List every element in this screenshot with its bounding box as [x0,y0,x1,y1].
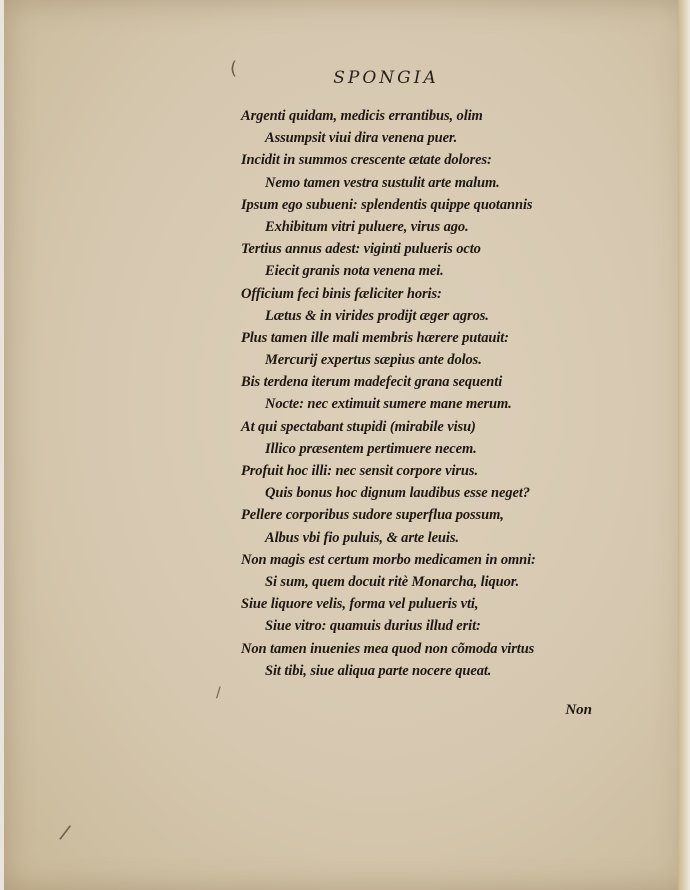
verse-line: Quis bonus hoc dignum laudibus esse neget? [265,485,530,502]
verse-line: At qui spectabant stupidi (mirabile visu) [241,418,476,435]
verse-line: Argenti quidam, medicis errantibus, olim [241,108,483,124]
stray-mark: / [58,819,73,845]
verse-line: Lætus & in virides prodijt æger agros. [265,307,489,324]
stray-mark: ( [230,58,238,79]
verse-line: Si sum, quem docuit ritè Monarcha, liquor. [265,573,520,590]
verse-line: Ipsum ego subueni: splendentis quippe quotannis [241,196,533,213]
verse-line: Mercurij expertus sæpius ante dolos. [265,352,482,369]
verse-line: Nemo tamen vestra sustulit arte malum. [265,174,500,191]
verse-line: Assumpsit viui dira venena puer. [265,130,458,147]
verse-line: Pellere corporibus sudore superflua possum, [241,507,504,524]
catchword: Non [565,702,592,718]
page-title: SPONGIA [333,68,439,88]
book-page [4,0,688,890]
verse-line: Non tamen inuenies mea quod non cõmoda virtus [241,640,535,657]
verse-line: Bis terdena iterum madefecit grana sequenti [241,374,503,391]
verse-line: Illico præsentem pertimuere necem. [265,440,477,457]
verse-line: Exhibitum vitri puluere, virus ago. [265,218,469,235]
stray-mark: / [216,685,221,701]
verse-line: Siue vitro: quamuis durius illud erit: [265,618,481,635]
verse-line: Siue liquore velis, forma vel pulueris vti, [241,596,479,613]
verse-line: Profuit hoc illi: nec sensit corpore virus. [241,463,478,479]
verse-line: Non magis est certum morbo medicamen in omni: [241,551,536,568]
verse-line: Officium feci binis fæliciter horis: [241,285,442,302]
verse-line: Albus vbi fio puluis, & arte leuis. [265,529,459,546]
verse-line: Nocte: nec extimuit sumere mane merum. [265,396,512,413]
verse-line: Incidit in summos crescente ætate dolores: [241,152,492,169]
verse-line: Plus tamen ille mali membris hærere putauit: [241,329,509,346]
verse-line: Eiecit granis nota venena mei. [265,263,444,280]
poem-body [241,105,681,682]
verse-line: Tertius annus adest: viginti pulueris octo [241,241,481,258]
verse-line: Sit tibi, siue aliqua parte nocere queat. [265,662,492,679]
